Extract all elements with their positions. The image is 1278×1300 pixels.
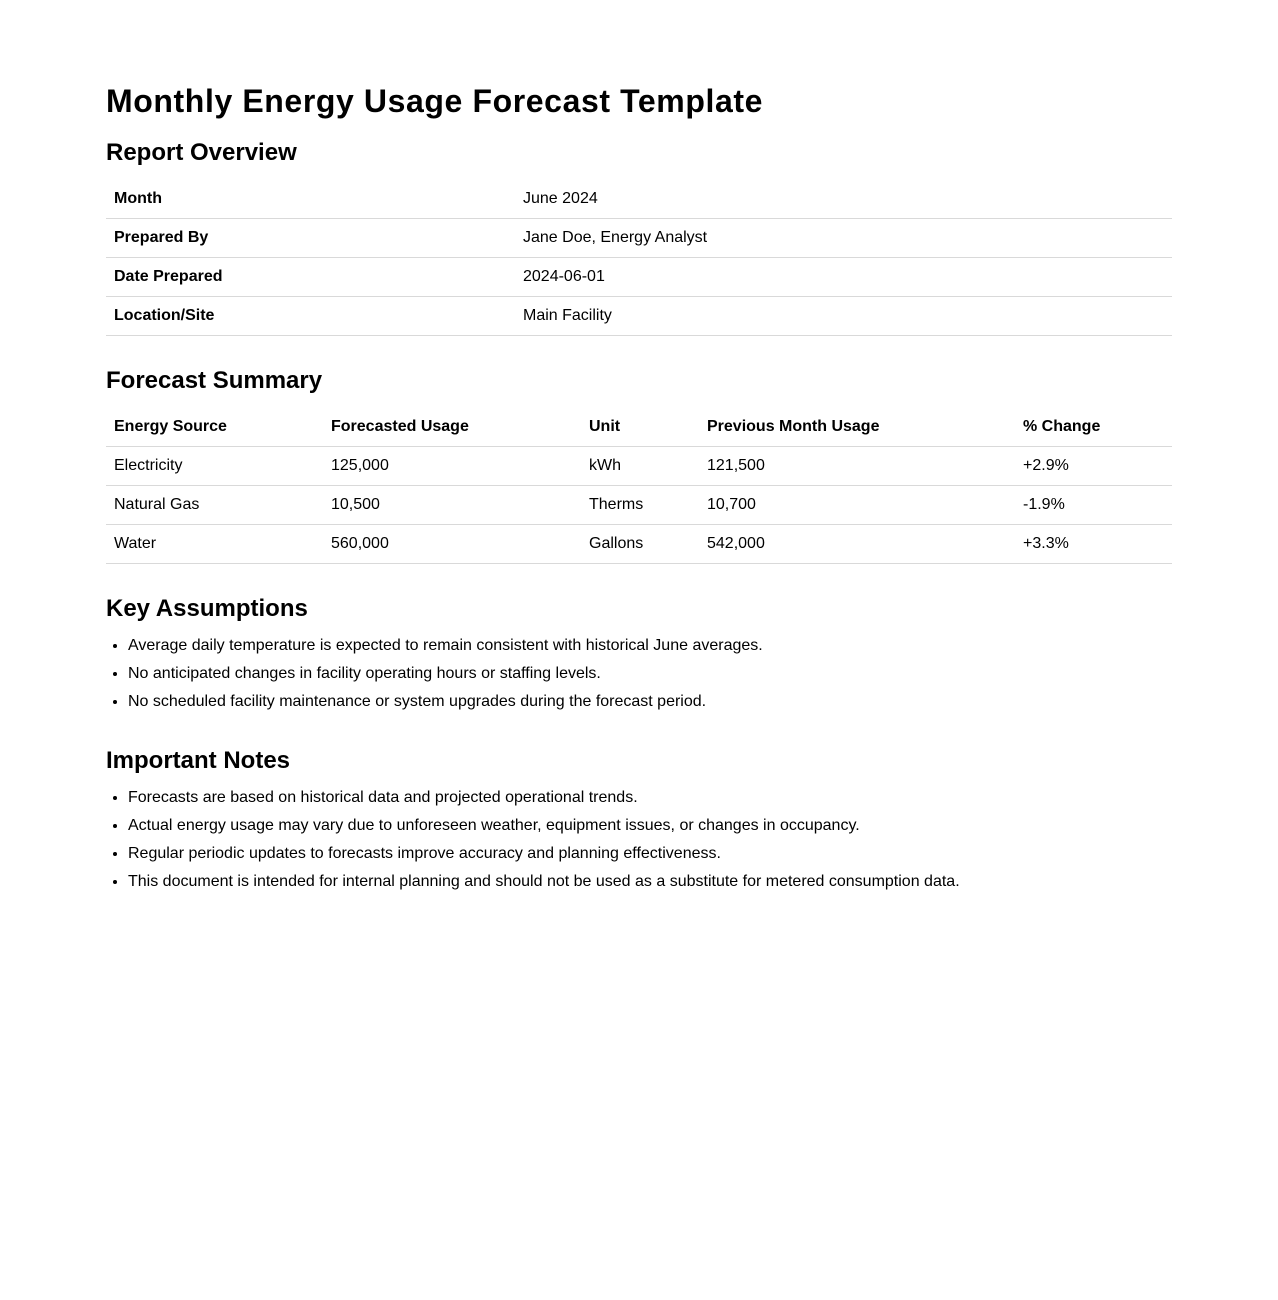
cell-forecasted-usage: 10,500 (323, 486, 581, 525)
table-row (106, 219, 1172, 258)
cell-percent-change: +2.9% (1015, 447, 1172, 486)
table-row (106, 258, 1172, 297)
overview-value: 2024-06-01 (515, 258, 1172, 297)
list-item: • Regular periodic updates to forecasts improve accuracy and planning effectiveness. (128, 844, 1172, 864)
cell-forecasted-usage: 125,000 (323, 447, 581, 486)
list-item: • No scheduled facility maintenance or system upgrades during the forecast period. (128, 692, 1172, 712)
column-header: Energy Source (106, 408, 323, 447)
column-header: % Change (1015, 408, 1172, 447)
cell-percent-change: -1.9% (1015, 486, 1172, 525)
list-item: • No anticipated changes in facility operating hours or staffing levels. (128, 664, 1172, 684)
overview-value: Jane Doe, Energy Analyst (515, 219, 1172, 258)
cell-unit: kWh (581, 447, 699, 486)
cell-previous-usage: 10,700 (699, 486, 1015, 525)
forecast-table (106, 408, 1172, 564)
document-page (106, 0, 1172, 892)
notes-list (106, 788, 1172, 892)
cell-unit: Gallons (581, 525, 699, 564)
column-header: Unit (581, 408, 699, 447)
assumptions-list (106, 636, 1172, 712)
table-header-row (106, 408, 1172, 447)
cell-unit: Therms (581, 486, 699, 525)
list-item: • Average daily temperature is expected to remain consistent with historical June averages. (128, 636, 1172, 656)
cell-energy-source: Natural Gas (106, 486, 323, 525)
table-row (106, 525, 1172, 564)
section-heading-assumptions: Key Assumptions (106, 595, 308, 622)
cell-previous-usage: 542,000 (699, 525, 1015, 564)
table-row (106, 447, 1172, 486)
table-row (106, 486, 1172, 525)
column-header: Forecasted Usage (323, 408, 581, 447)
cell-energy-source: Electricity (106, 447, 323, 486)
cell-previous-usage: 121,500 (699, 447, 1015, 486)
overview-value: June 2024 (515, 180, 1172, 219)
table-row (106, 180, 1172, 219)
section-heading-notes: Important Notes (106, 747, 291, 774)
overview-value: Main Facility (515, 297, 1172, 336)
section-heading-overview: Report Overview (106, 139, 297, 166)
document-title: Monthly Energy Usage Forecast Template (106, 83, 764, 119)
list-item: • This document is intended for internal planning and should not be used as a substitute for metered consumption data. (128, 872, 1172, 892)
list-item: • Forecasts are based on historical data and projected operational trends. (128, 788, 1172, 808)
cell-forecasted-usage: 560,000 (323, 525, 581, 564)
section-heading-forecast: Forecast Summary (106, 367, 323, 394)
overview-table (106, 180, 1172, 336)
table-row (106, 297, 1172, 336)
column-header: Previous Month Usage (699, 408, 1015, 447)
list-item: • Actual energy usage may vary due to unforeseen weather, equipment issues, or changes in occupancy. (128, 816, 1172, 836)
cell-energy-source: Water (106, 525, 323, 564)
overview-label: Location/Site (106, 297, 515, 336)
overview-label: Date Prepared (106, 258, 515, 297)
overview-label: Month (106, 180, 515, 219)
overview-label: Prepared By (106, 219, 515, 258)
cell-percent-change: +3.3% (1015, 525, 1172, 564)
